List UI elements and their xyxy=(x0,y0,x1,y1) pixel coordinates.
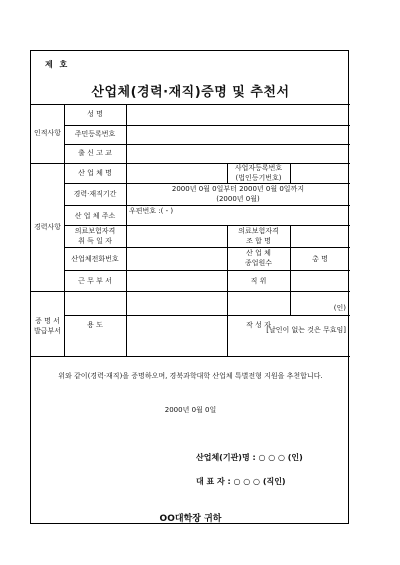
certificate-form xyxy=(30,50,349,524)
issuer-section-label-1: 증 명 서 xyxy=(35,317,60,325)
period-value: 2000년 0월 0일부터 2000년 0월 0일까지 xyxy=(171,185,305,193)
name-label: 성 명 xyxy=(87,110,103,118)
position-label: 직 위 xyxy=(250,277,267,285)
employees-label-1: 산 업 체 xyxy=(246,249,271,257)
postal-code: 우편번호 :( - ) xyxy=(129,207,174,215)
insurance-union-label-1: 의료보험자격 xyxy=(238,227,279,235)
employees-value: 총 명 xyxy=(312,255,328,263)
insurance-union-label-2: 조 합 명 xyxy=(246,237,271,245)
company-name-label: 산 업 체 명 xyxy=(78,169,112,177)
career-section-label: 경력사항 xyxy=(34,223,62,231)
phone-label: 산업체전화번호 xyxy=(71,255,119,263)
insurance-date-label-2: 취 득 일 자 xyxy=(78,237,112,245)
personal-section-label: 인적사항 xyxy=(34,129,62,137)
doc-number: 제 호 xyxy=(45,60,70,69)
seal-mark: (인) xyxy=(333,304,346,312)
writer-label: 작 성 자 xyxy=(246,321,271,329)
department-label: 근 무 부 서 xyxy=(78,277,112,285)
period-label: 경력·재직기간 xyxy=(73,190,117,198)
address-label: 산 업 체 주소 xyxy=(74,212,116,220)
certification-statement: 위와 같이(경력·재직)을 증명하오며, 경북과학대학 산업체 특별전형 지원을 추천합니다. xyxy=(58,372,323,380)
representative-signature: 대 표 자 : ○ ○ ○ (직인) xyxy=(196,477,286,486)
purpose-label: 용 도 xyxy=(87,321,103,329)
info-table xyxy=(31,104,350,357)
school-label: 출 신 고 교 xyxy=(78,149,112,157)
corp-reg-label: (법인등기번호) xyxy=(235,174,282,182)
period-total: (2000년 0월) xyxy=(216,195,260,203)
issue-date: 2000년 0월 0일 xyxy=(164,406,217,414)
biz-reg-label: 사업자등록번호 xyxy=(234,164,283,172)
id-number-label: 주민등록번호 xyxy=(74,130,116,138)
issuer-section-label-2: 발급부서 xyxy=(33,327,62,335)
recipient: OO대학장 귀하 xyxy=(159,514,222,524)
insurance-date-label-1: 의료보험자격 xyxy=(74,227,116,235)
employees-label-2: 종업원수 xyxy=(244,259,273,267)
page-title: 산업체(경력·재직)증명 및 추천서 xyxy=(91,85,290,100)
company-signature: 산업체(기관)명 : ○ ○ ○ (인) xyxy=(196,453,303,462)
seal-note: [날인이 없는 것은 무효임] xyxy=(266,326,346,334)
